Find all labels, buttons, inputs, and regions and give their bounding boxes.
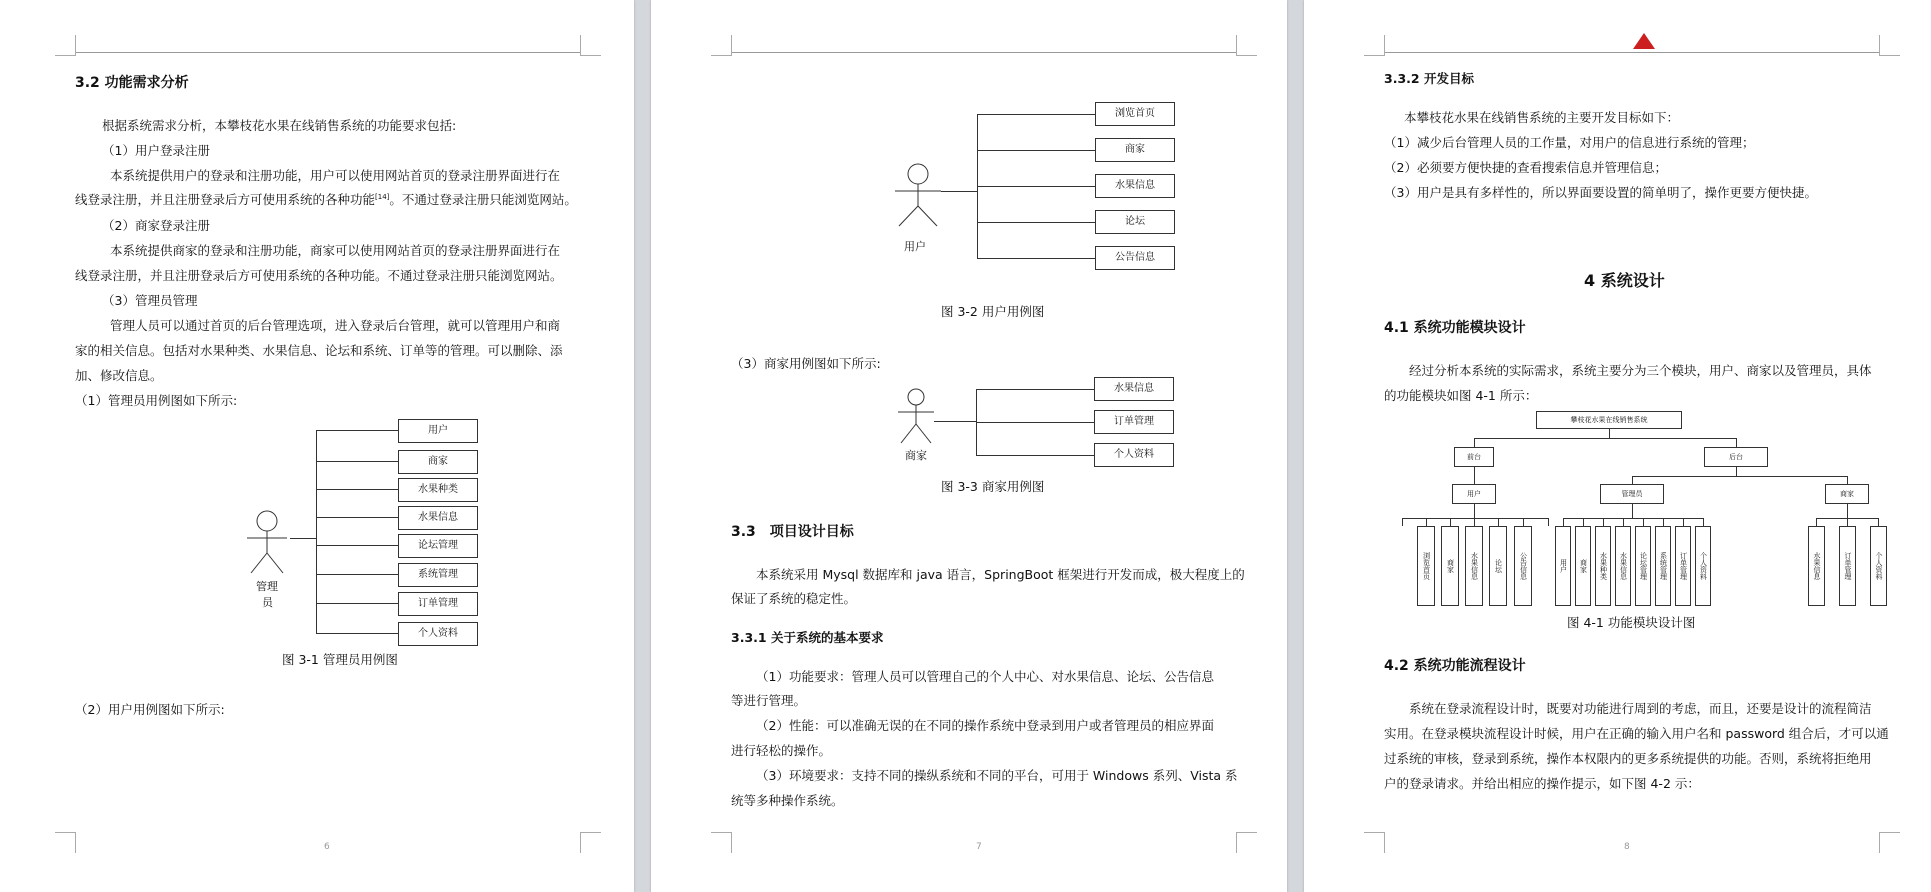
figure-caption: 图 3-1 管理员用例图	[282, 652, 398, 667]
paragraph: 系统在登录流程设计时，既要对功能进行周到的考虑，而且，还要是设计的流程简洁	[1409, 701, 1872, 716]
page-number: 8	[1624, 842, 1630, 852]
paragraph: 本系统提供用户的登录和注册功能，用户可以使用网站首页的登录注册界面进行在	[110, 168, 561, 183]
margin-corner	[55, 832, 76, 853]
tree-leaf: 个人资料	[1870, 526, 1887, 606]
margin-corner	[1364, 832, 1385, 853]
tree-leaf: 订单管理	[1839, 526, 1856, 606]
actor-figure-icon	[245, 510, 295, 580]
use-case-box: 个人资料	[398, 622, 478, 646]
use-case-box: 公告信息	[1095, 246, 1175, 270]
margin-corner	[711, 35, 732, 56]
actor-label: 员	[262, 596, 273, 609]
use-case-box: 个人资料	[1094, 443, 1174, 467]
list-item-title: （2）商家登录注册	[102, 218, 210, 233]
document-page-8	[1304, 0, 1931, 892]
paragraph: （1）功能要求：管理人员可以管理自己的个人中心、对水果信息、论坛、公告信息	[756, 669, 1214, 684]
use-case-box: 水果信息	[398, 506, 478, 530]
paragraph: 本系统采用 Mysql 数据库和 java 语言，SpringBoot 框架进行开发而成，极大程度上的	[756, 567, 1245, 582]
tree-node: 前台	[1454, 447, 1494, 467]
tree-node: 管理员	[1600, 484, 1664, 504]
header-rule	[731, 52, 1236, 53]
paragraph: 加、修改信息。	[75, 368, 163, 383]
paragraph: （2）性能：可以准确无误的在不同的操作系统中登录到用户或者管理员的相应界面	[756, 718, 1214, 733]
use-case-box: 论坛	[1095, 210, 1175, 234]
tree-leaf: 个人资料	[1695, 526, 1711, 606]
paragraph: （3）用户是具有多样性的，所以界面要设置的简单明了，操作更要方便快捷。	[1384, 185, 1817, 200]
tree-node: 用户	[1452, 484, 1496, 504]
use-case-box: 商家	[398, 450, 478, 474]
paragraph: 根据系统需求分析，本攀枝花水果在线销售系统的功能要求包括:	[102, 118, 457, 133]
paragraph: 本系统提供商家的登录和注册功能，商家可以使用网站首页的登录注册界面进行在	[110, 243, 561, 258]
header-rule	[1384, 52, 1879, 53]
use-case-box: 系统管理	[398, 563, 478, 587]
tree-leaf: 水果信息	[1615, 526, 1631, 606]
actor-label: 商家	[905, 449, 927, 462]
document-page-7	[651, 0, 1287, 892]
paragraph: 过系统的审核，登录到系统，操作本权限内的更多系统提供的功能。否则，系统将拒绝用	[1384, 751, 1872, 766]
tree-leaf: 公告信息	[1514, 526, 1532, 606]
chapter-heading: 4 系统设计	[1584, 271, 1665, 290]
list-item-title: （1）用户登录注册	[102, 143, 210, 158]
margin-corner	[1236, 35, 1257, 56]
header-rule	[75, 52, 580, 53]
paragraph: 的功能模块如图 4-1 所示：	[1384, 388, 1538, 403]
tree-leaf: 系统管理	[1655, 526, 1671, 606]
use-case-box: 用户	[398, 419, 478, 443]
paragraph: （3）环境要求：支持不同的操纵系统和不同的平台，可用于 Windows 系列、Vista 系	[756, 768, 1238, 783]
margin-corner	[1364, 35, 1385, 56]
page-number: 7	[976, 842, 982, 852]
section-heading: 4.2 系统功能流程设计	[1384, 658, 1526, 674]
section-heading: 3.2 功能需求分析	[75, 75, 189, 91]
tree-leaf: 浏览首页	[1417, 526, 1435, 606]
use-case-box: 浏览首页	[1095, 102, 1175, 126]
paragraph: 统等多种操作系统。	[731, 793, 844, 808]
list-item-title: （3）管理员管理	[102, 293, 198, 308]
margin-corner	[580, 35, 601, 56]
paragraph: 户的登录请求。并给出相应的操作提示，如下图 4-2 示：	[1384, 776, 1700, 791]
paragraph: （2）用户用例图如下所示:	[75, 702, 225, 717]
paragraph: 等进行管理。	[731, 693, 807, 708]
margin-corner	[1236, 832, 1257, 853]
use-case-box: 商家	[1095, 138, 1175, 162]
tree-node: 后台	[1704, 447, 1768, 467]
use-case-box: 订单管理	[398, 592, 478, 616]
paragraph: 保证了系统的稳定性。	[731, 591, 857, 606]
actor-label: 管理	[256, 580, 278, 593]
tree-leaf: 订单管理	[1675, 526, 1691, 606]
paragraph: （1）减少后台管理人员的工作量，对用户的信息进行系统的管理；	[1384, 135, 1755, 150]
paragraph: 进行轻松的操作。	[731, 743, 832, 758]
actor-label: 用户	[904, 240, 926, 253]
paragraph: （3）商家用例图如下所示:	[731, 356, 881, 371]
figure-caption: 图 3-2 用户用例图	[941, 304, 1045, 319]
subsection-heading: 3.3.2 开发目标	[1384, 71, 1474, 86]
section-heading: 4.1 系统功能模块设计	[1384, 320, 1526, 336]
use-case-box: 水果信息	[1094, 377, 1174, 401]
actor-figure-icon	[891, 163, 951, 233]
figure-caption: 图 3-3 商家用例图	[941, 479, 1045, 494]
citation-ref[interactable]: [14]	[375, 192, 390, 201]
actor-figure-icon	[894, 388, 944, 448]
tree-leaf: 水果信息	[1465, 526, 1483, 606]
paragraph: （1）管理员用例图如下所示:	[75, 393, 238, 408]
tree-leaf: 用户	[1555, 526, 1571, 606]
document-page-6	[0, 0, 634, 892]
paragraph: 线登录注册，并且注册登录后方可使用系统的各种功能[14]。不通过登录注册只能浏览网站。	[75, 192, 577, 207]
subsection-heading: 3.3.1 关于系统的基本要求	[731, 630, 884, 645]
use-case-box: 论坛管理	[398, 534, 478, 558]
tree-leaf: 商家	[1441, 526, 1459, 606]
tree-leaf: 水果种类	[1595, 526, 1611, 606]
tree-leaf: 论坛管理	[1635, 526, 1651, 606]
margin-corner	[1879, 35, 1900, 56]
tree-root: 攀枝花水果在线销售系统	[1536, 411, 1682, 429]
use-case-box: 订单管理	[1094, 410, 1174, 434]
use-case-box: 水果信息	[1095, 174, 1175, 198]
page-number: 6	[324, 842, 330, 852]
paragraph: 管理人员可以通过首页的后台管理选项，进入登录后台管理，就可以管理用户和商	[110, 318, 561, 333]
margin-corner	[580, 832, 601, 853]
tree-leaf: 论坛	[1489, 526, 1507, 606]
section-heading: 3.3 项目设计目标	[731, 524, 854, 540]
margin-corner	[1879, 832, 1900, 853]
figure-caption: 图 4-1 功能模块设计图	[1567, 615, 1696, 630]
paragraph: 经过分析本系统的实际需求，系统主要分为三个模块，用户、商家以及管理员，具体	[1409, 363, 1872, 378]
tree-node: 商家	[1825, 484, 1869, 504]
triangle-marker-icon[interactable]	[1632, 32, 1656, 50]
paragraph: 线登录注册，并且注册登录后方可使用系统的各种功能。不通过登录注册只能浏览网站。	[75, 268, 563, 283]
paragraph: 实用。在登录模块流程设计时候，用户在正确的输入用户名和 password 组合后，才可以通	[1384, 726, 1889, 741]
margin-corner	[55, 35, 76, 56]
margin-corner	[711, 832, 732, 853]
tree-leaf: 水果信息	[1808, 526, 1825, 606]
use-case-box: 水果种类	[398, 478, 478, 502]
paragraph: 家的相关信息。包括对水果种类、水果信息、论坛和系统、订单等的管理。可以删除、添	[75, 343, 563, 358]
tree-leaf: 商家	[1575, 526, 1591, 606]
paragraph: 本攀枝花水果在线销售系统的主要开发目标如下：	[1404, 110, 1680, 125]
paragraph: （2）必须要方便快捷的查看搜索信息并管理信息；	[1384, 160, 1667, 175]
